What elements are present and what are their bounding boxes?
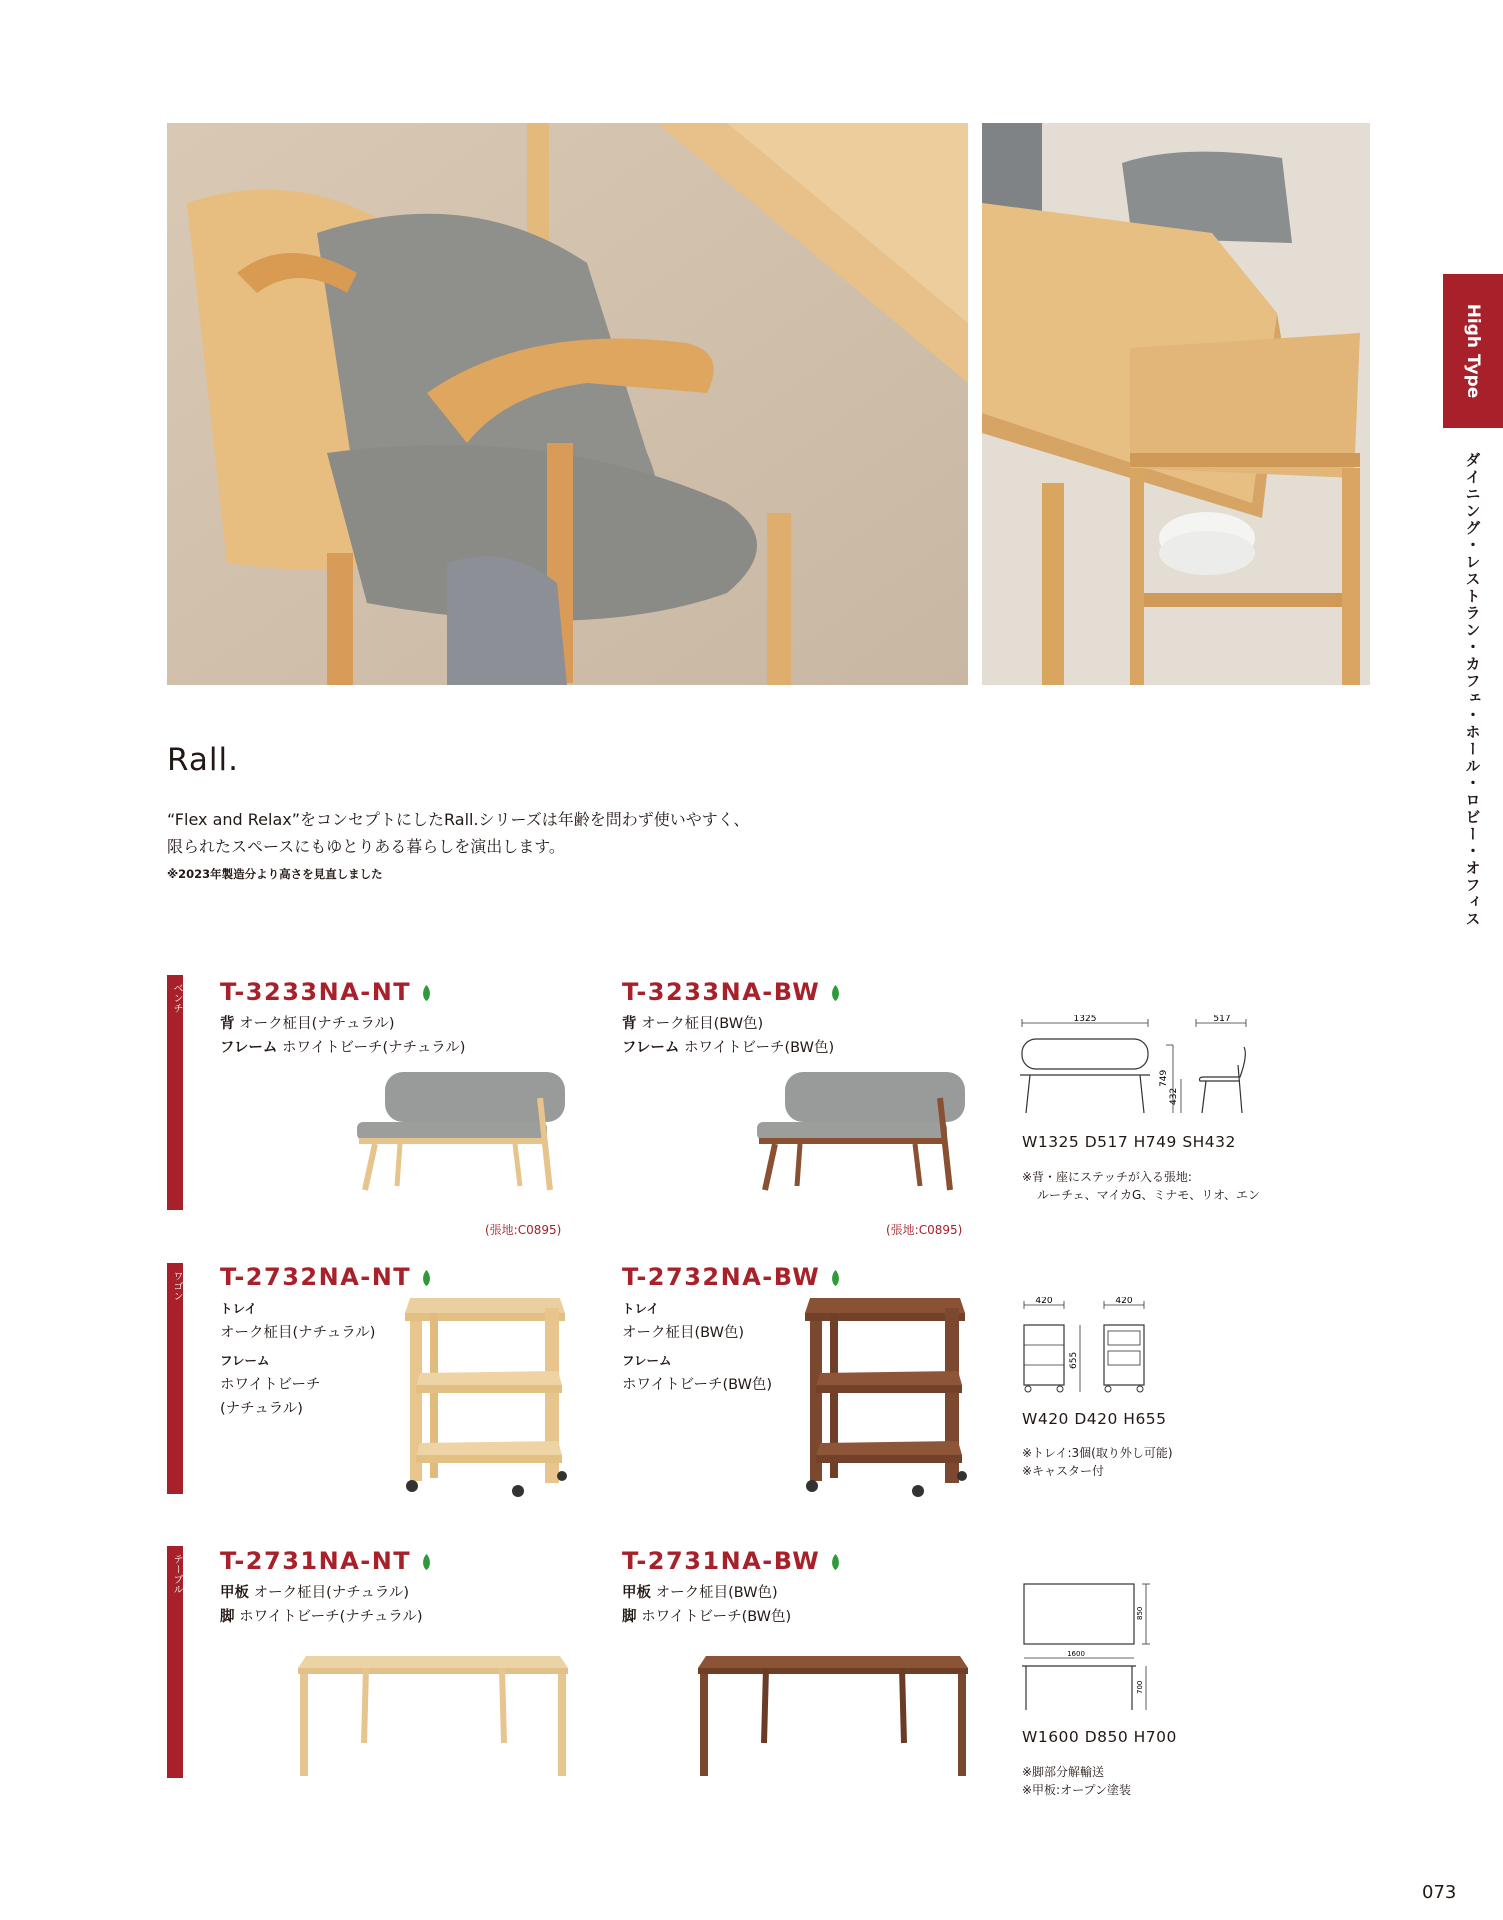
dim-label: 749 — [1159, 1069, 1169, 1087]
product-code: T-2731NA-NT — [220, 1547, 432, 1575]
wagon-notes: ※トレイ:3個(取り外し可能) ※キャスター付 — [1022, 1446, 1173, 1478]
product-code: T-2731NA-BW — [622, 1547, 841, 1575]
series-description: “Flex and Relax”をコンセプトにしたRall.シリーズは年齢を問わず使いやすく、 限られたスペースにもゆとりある暮らしを演出します。 — [167, 810, 750, 856]
side-tab-label: High Type — [1463, 303, 1483, 399]
bench-brown-image — [755, 1068, 970, 1193]
product-specs: トレイ オーク柾目(ナチュラル) フレーム ホワイトビーチ (ナチュラル) — [220, 1301, 376, 1417]
bench-natural-image — [355, 1068, 570, 1193]
product-code: T-2732NA-NT — [220, 1263, 432, 1291]
eco-leaf-icon — [421, 985, 432, 1001]
eco-leaf-icon — [830, 1554, 841, 1570]
page-number: 073 — [1422, 1882, 1457, 1903]
bench-dimensions: W1325 D517 H749 SH432 — [1022, 1133, 1236, 1151]
category-bar-bench: ベンチ — [167, 975, 183, 1210]
table-natural-image — [296, 1648, 570, 1778]
product-code: T-2732NA-BW — [622, 1263, 841, 1291]
table-notes: ※脚部分解輸送 ※甲板:オープン塗装 — [1022, 1765, 1132, 1797]
eco-leaf-icon — [830, 985, 841, 1001]
dim-label: 420 — [1115, 1297, 1133, 1306]
product-code: T-3233NA-NT — [220, 978, 432, 1006]
series-note: ※2023年製造分より高さを見直しました — [167, 867, 383, 881]
product-specs: 甲板 オーク柾目(BW色) 脚 ホワイトビーチ(BW色) — [622, 1585, 792, 1625]
product-code: T-3233NA-BW — [622, 978, 841, 1006]
bench-dimension-drawing — [1018, 1015, 1258, 1115]
dim-label: 1600 — [1067, 1650, 1085, 1658]
series-title: Rall. — [167, 742, 239, 778]
dim-label: 517 — [1213, 1015, 1231, 1024]
product-specs: 背 オーク柾目(ナチュラル) フレーム ホワイトビーチ(ナチュラル) — [220, 1016, 466, 1056]
bench-notes: ※背・座にステッチが入る張地: ルーチェ、マイカG、ミナモ、リオ、エン — [1022, 1170, 1261, 1202]
wagon-dimensions: W420 D420 H655 — [1022, 1410, 1167, 1428]
dim-label: 1325 — [1073, 1015, 1097, 1024]
eco-leaf-icon — [421, 1270, 432, 1286]
dim-label: 420 — [1035, 1297, 1053, 1306]
side-tab-high-type[interactable] — [1443, 274, 1503, 428]
category-bar-table: テーブル — [167, 1546, 183, 1778]
hero-photo-chair — [167, 123, 968, 685]
category-bar-wagon: ワゴン — [167, 1263, 183, 1494]
product-specs: トレイ オーク柾目(BW色) フレーム ホワイトビーチ(BW色) — [622, 1301, 773, 1393]
side-category-label: ダイニング・レストラン・カフェ・ホール・ロビー・オフィス — [1463, 452, 1482, 928]
fabric-note: (張地:C0895) — [886, 1223, 963, 1237]
eco-leaf-icon — [421, 1554, 432, 1570]
product-specs: 甲板 オーク柾目(ナチュラル) 脚 ホワイトビーチ(ナチュラル) — [220, 1585, 423, 1625]
table-dimensions: W1600 D850 H700 — [1022, 1728, 1177, 1746]
hero-photo-table-wagon — [982, 123, 1370, 685]
table-dimension-drawing — [1018, 1578, 1158, 1718]
wagon-natural-image — [400, 1293, 570, 1498]
eco-leaf-icon — [830, 1270, 841, 1286]
dim-label: 655 — [1069, 1351, 1079, 1369]
product-specs: 背 オーク柾目(BW色) フレーム ホワイトビーチ(BW色) — [622, 1016, 835, 1056]
dim-label: 432 — [1169, 1087, 1179, 1105]
dim-label: 850 — [1136, 1606, 1144, 1620]
wagon-dimension-drawing — [1018, 1297, 1168, 1397]
wagon-brown-image — [800, 1293, 970, 1498]
table-brown-image — [696, 1648, 970, 1778]
dim-label: 700 — [1136, 1680, 1144, 1694]
fabric-note: (張地:C0895) — [485, 1223, 562, 1237]
